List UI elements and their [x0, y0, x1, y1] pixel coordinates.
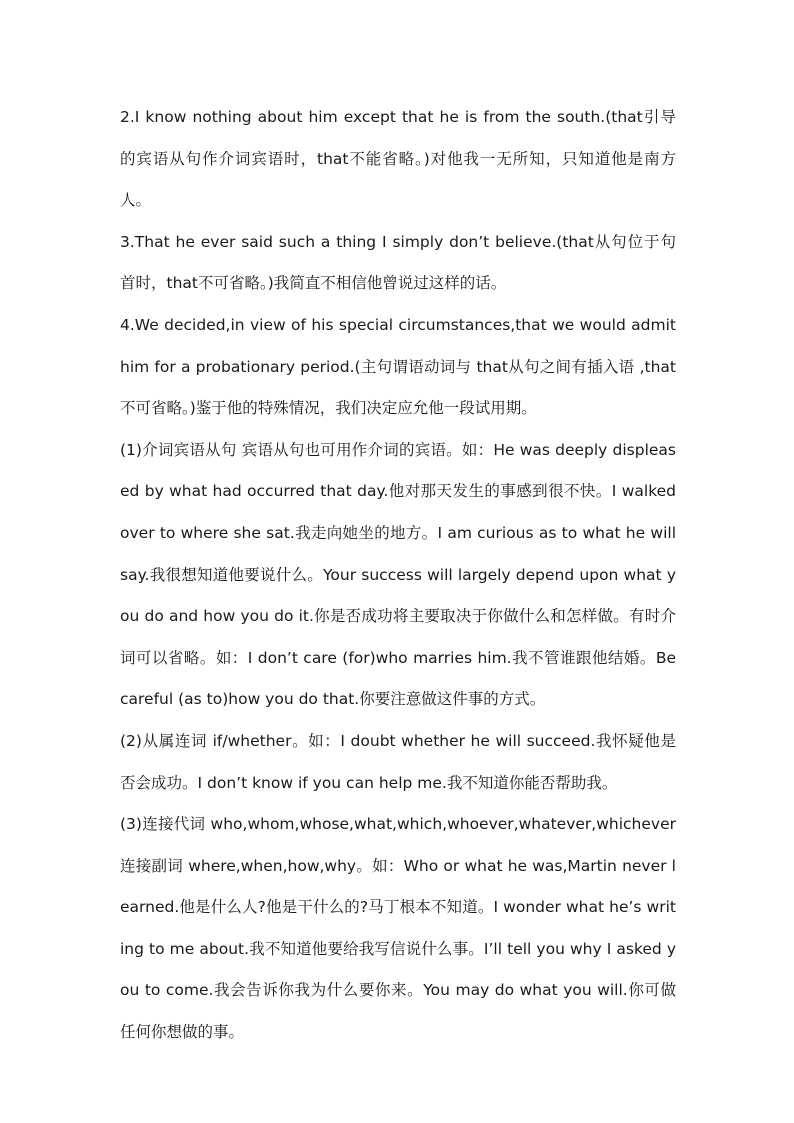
document-body [120, 97, 676, 1054]
paragraph-subordinating-conjunction: (2)从属连词 if/whether。如：I doubt whether he will succeed.我怀疑他是否会成功。I don’t know if you can help me.我不知道你能否帮助我。 [120, 731, 676, 792]
paragraph-example-3: 3.That he ever said such a thing I simply don’t believe.(that从句位于句首时，that不可省略。)我简直不相信他曾说过这样的话。 [120, 232, 676, 293]
paragraph-prepositional-object-clause: (1)介词宾语从句 宾语从句也可用作介词的宾语。如：He was deeply displeased by what had occurred that day.他对那天发生的事感到很不快。I walked over to where she sat.我走向她坐的地方。I am curious as to what he will say.我很想知道他要说什么。Your success will largely depend upon what you do and how you do it.你是否成功将主要取决于你做什么和怎样做。有时介词可以省略。如：I don’t care (for)who marries him.我不管谁跟他结婚。Be careful (as to)how you do that.你要注意做这件事的方式。 [120, 440, 676, 709]
paragraph-connective-pronouns: (3)连接代词 who,whom,whose,what,which,whoever,whatever,whichever 连接副词 where,when,how,why。如：Who or what he was,Martin never learned.他是什么人?他是干什么的?马丁根本不知道。I wonder what he’s writing to me about.我不知道他要给我写信说什么事。I’ll tell you why I asked you to come.我会告诉你我为什么要你来。You may do what you will.你可做任何你想做的事。 [120, 815, 676, 1042]
paragraph-example-2: 2.I know nothing about him except that he is from the south.(that引导的宾语从句作介词宾语时，that不能省略。)对他我一无所知，只知道他是南方人。 [120, 108, 676, 210]
paragraph-example-4: 4.We decided,in view of his special circumstances,that we would admit him for a probationary period.(主句谓语动词与 that从句之间有插入语 ,that不可省略。)鉴于他的特殊情况，我们决定应允他一段试用期。 [120, 315, 676, 418]
